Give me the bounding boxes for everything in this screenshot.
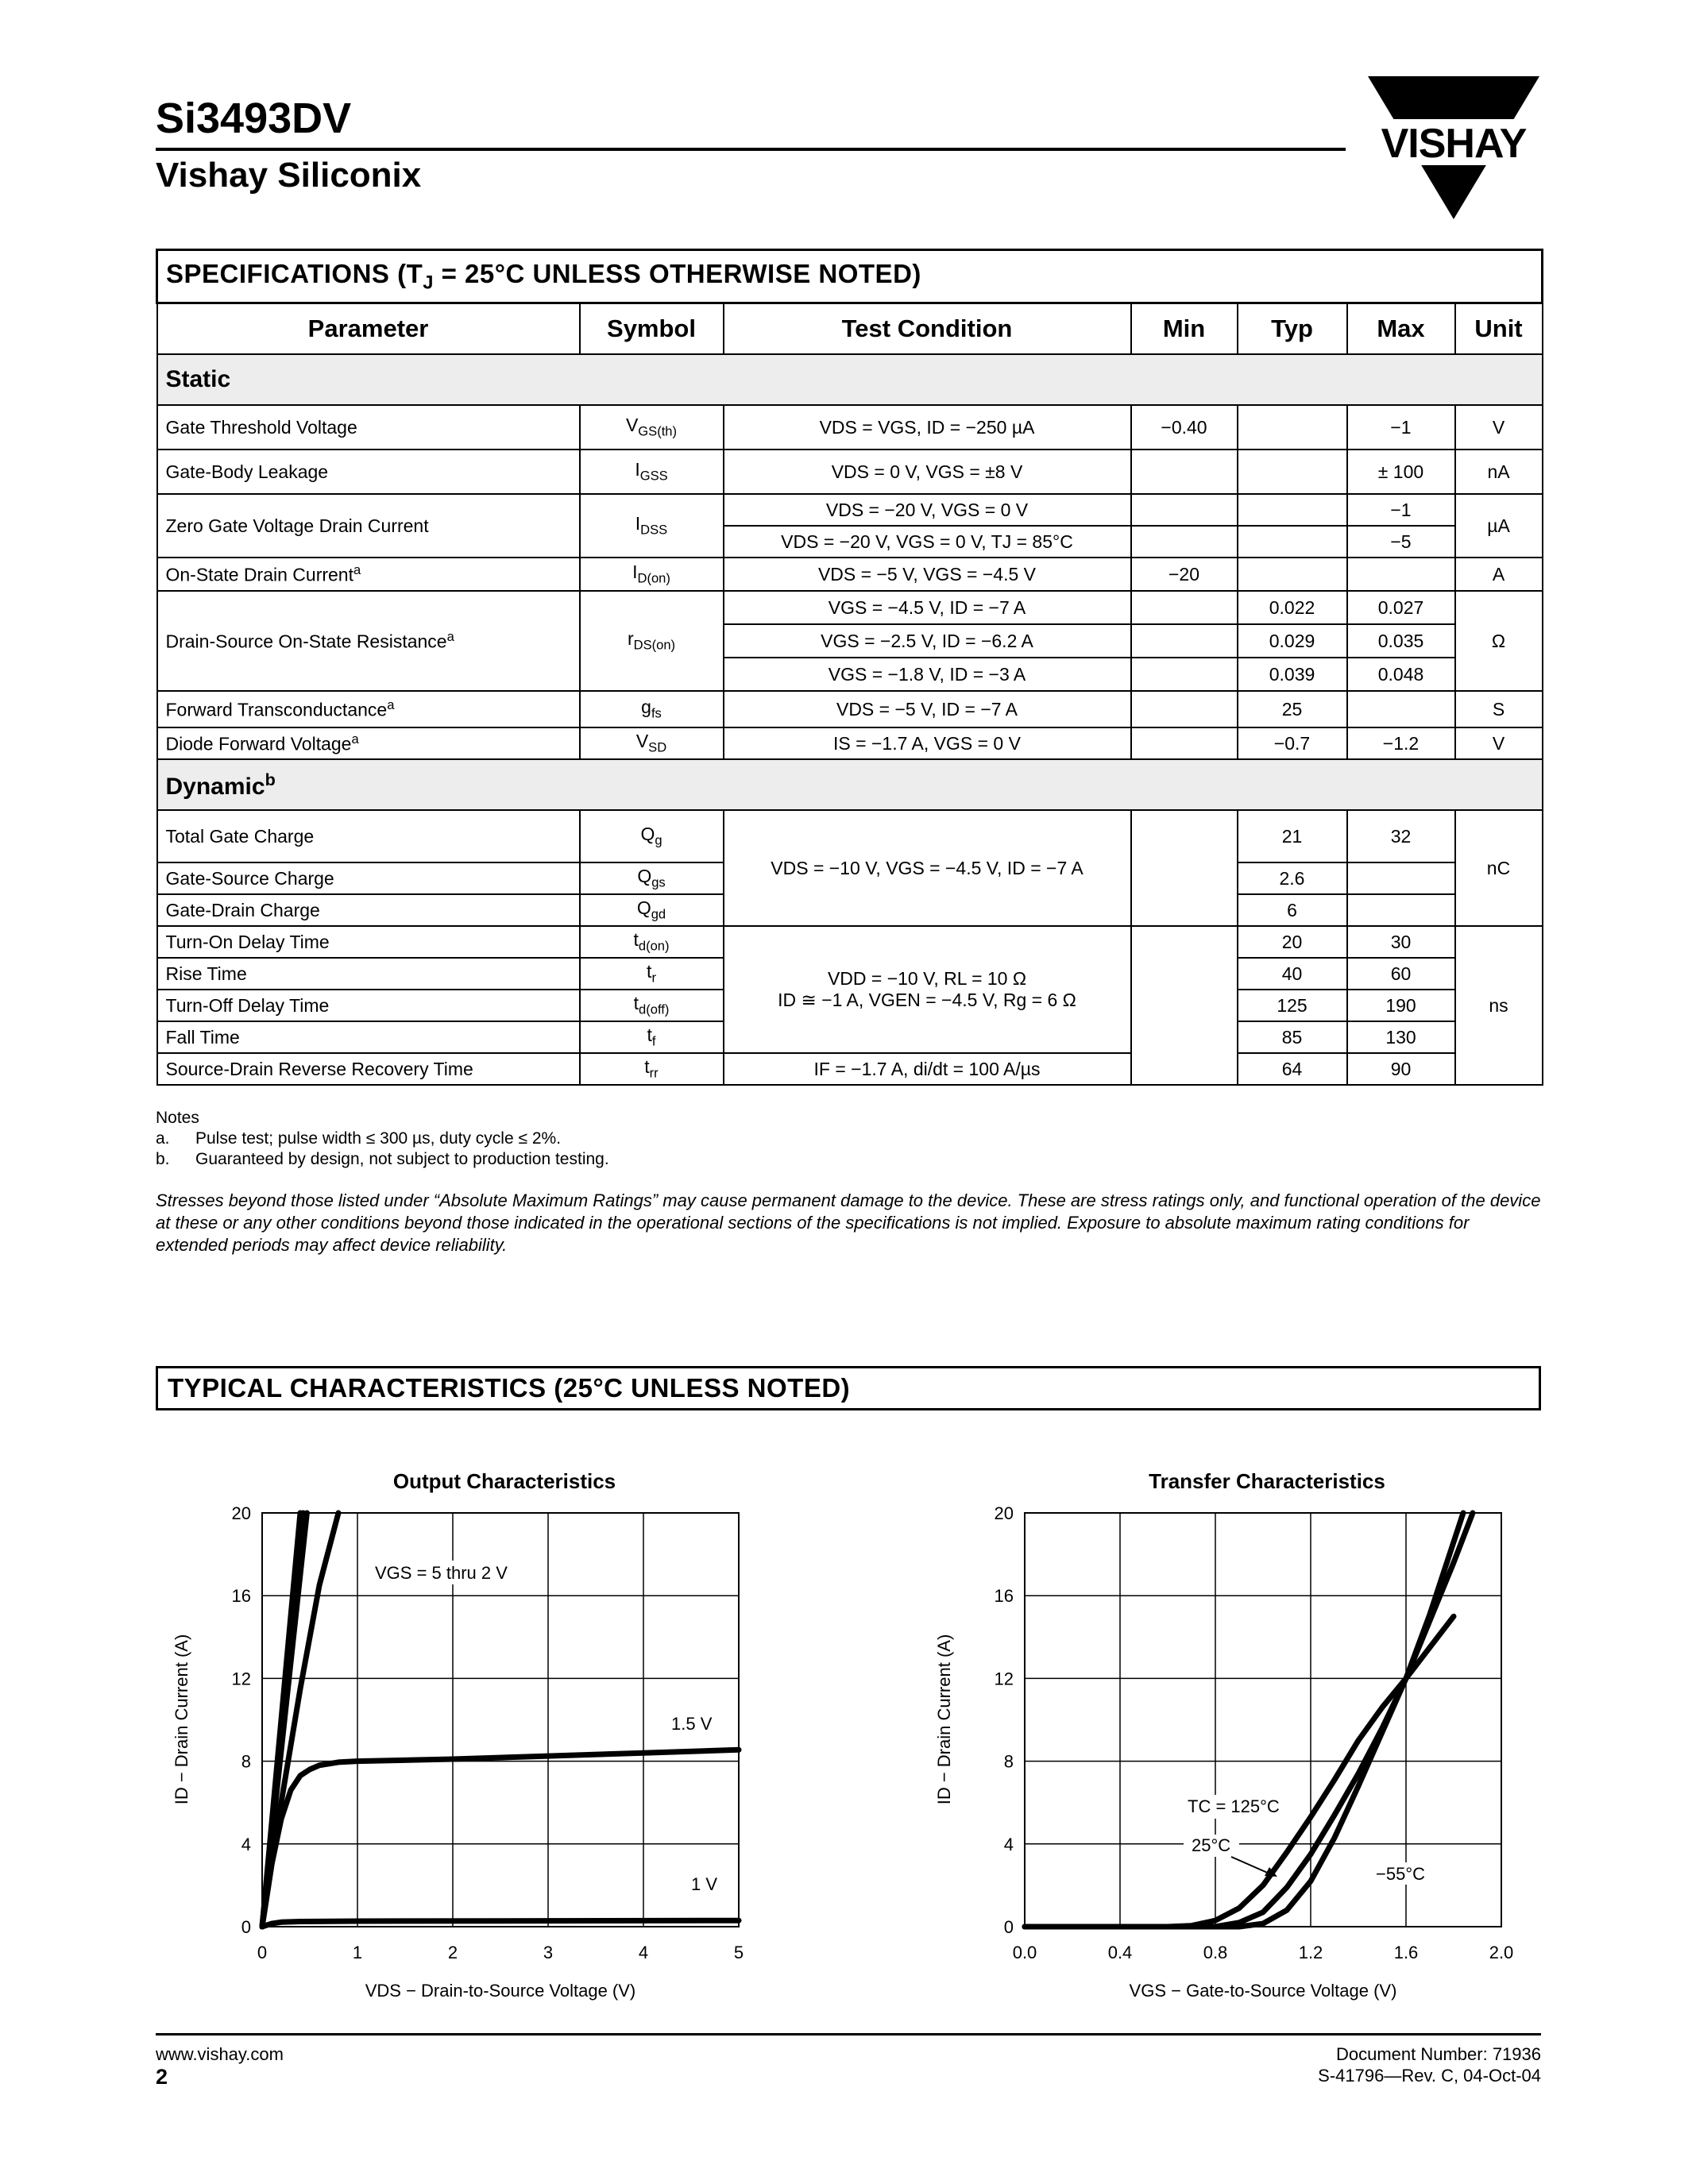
spec-title: SPECIFICATIONS ($T_J = 25^\circ C$ UNLESS OTHERWISE NOTED) — [157, 250, 1543, 303]
max-cell: −1 — [1347, 405, 1455, 450]
condition-cell: IS = −1.7 A, VGS = 0 V — [724, 727, 1131, 759]
section-static: Static — [157, 354, 1543, 405]
section-dynamic: Dynamic$^b$ — [157, 759, 1543, 810]
max-cell: 60 — [1347, 958, 1455, 990]
min-cell — [1131, 810, 1238, 926]
y-tick-label: 12 — [231, 1669, 251, 1689]
min-cell — [1131, 450, 1238, 494]
series-line-5 — [262, 1920, 739, 1927]
max-cell — [1347, 894, 1455, 926]
max-cell — [1347, 862, 1455, 894]
y-tick-label: 8 — [1003, 1751, 1014, 1772]
max-cell: 0.027 — [1347, 591, 1455, 624]
table-row — [157, 450, 1543, 494]
x-tick-label: 0.4 — [1107, 1943, 1133, 1962]
annotation-vgs-5-thru-2: VGS = 5 thru 2 V — [375, 1563, 508, 1583]
typ-cell: 40 — [1238, 958, 1347, 990]
condition-cell: VGS = −4.5 V, ID = −7 A — [724, 591, 1131, 624]
y-axis-label: ID − Drain Current (A) — [172, 1634, 191, 1805]
condition-cell: VGS = −2.5 V, ID = −6.2 A — [724, 624, 1131, 658]
max-cell: 90 — [1347, 1053, 1455, 1085]
param-cell: Diode Forward Voltage$^a$ — [157, 727, 580, 759]
max-cell: 32 — [1347, 810, 1455, 862]
max-cell: −5 — [1347, 526, 1455, 558]
unit-cell: µA — [1455, 494, 1543, 558]
symbol-cell: $Q_{gs}$ — [580, 862, 724, 894]
typ-cell: −0.7 — [1238, 727, 1347, 759]
max-cell: 0.035 — [1347, 624, 1455, 658]
table-row — [157, 494, 1543, 526]
footer-url[interactable]: www.vishay.com — [156, 2044, 284, 2064]
symbol-cell: $I_{D(on)}$ — [580, 558, 724, 591]
typ-cell: 125 — [1238, 990, 1347, 1021]
annotation-tc-125: TC = 125°C — [1188, 1796, 1280, 1816]
symbol-cell: $t_{rr}$ — [580, 1053, 724, 1085]
symbol-cell: $t_{d(off)}$ — [580, 990, 724, 1021]
annotation-1v: 1 V — [691, 1874, 718, 1894]
max-cell: 190 — [1347, 990, 1455, 1021]
typ-cell: 0.039 — [1238, 658, 1347, 691]
section-dynamic-row — [157, 759, 1543, 810]
table-row — [157, 727, 1543, 759]
col-header-symbol: Symbol — [580, 303, 724, 355]
col-header-typ: Typ — [1238, 303, 1347, 355]
logo-wordmark: VISHAY — [1381, 121, 1527, 167]
unit-cell: nC — [1455, 810, 1543, 926]
footer-rule — [156, 2033, 1541, 2035]
typ-cell — [1238, 526, 1347, 558]
max-cell: 30 — [1347, 926, 1455, 958]
symbol-cell: $t_r$ — [580, 958, 724, 990]
section-static-row — [157, 354, 1543, 405]
param-cell: Turn-Off Delay Time — [157, 990, 580, 1021]
min-cell — [1131, 691, 1238, 727]
min-cell — [1131, 624, 1238, 658]
condition-cell: VDD = −10 V, RL = 10 Ω ID ≅ −1 A, VGEN = −4.5 V, Rg = 6 Ω — [724, 926, 1131, 1053]
header-rule — [156, 148, 1346, 151]
y-tick-label: 4 — [241, 1834, 251, 1854]
typ-cell — [1238, 450, 1347, 494]
notes — [156, 1108, 609, 1170]
y-tick-label: 20 — [994, 1503, 1014, 1523]
typ-cell: 21 — [1238, 810, 1347, 862]
symbol-cell: $t_f$ — [580, 1021, 724, 1053]
typ-cell: 0.022 — [1238, 591, 1347, 624]
y-tick-label: 4 — [1003, 1834, 1014, 1854]
param-cell: Zero Gate Voltage Drain Current — [157, 494, 580, 558]
note-b: b. Guaranteed by design, not subject to production testing. — [156, 1150, 609, 1168]
col-header-max: Max — [1347, 303, 1455, 355]
col-header-parameter: Parameter — [157, 303, 580, 355]
note-a: a. Pulse test; pulse width ≤ 300 µs, duty cycle ≤ 2%. — [156, 1129, 562, 1148]
annotation-leader — [1231, 1857, 1271, 1874]
min-cell — [1131, 526, 1238, 558]
y-tick-label: 0 — [1003, 1917, 1014, 1937]
col-header-unit: Unit — [1455, 303, 1543, 355]
table-row — [157, 926, 1543, 958]
col-header-min: Min — [1131, 303, 1238, 355]
min-cell — [1131, 727, 1238, 759]
table-row — [157, 810, 1543, 862]
min-cell — [1131, 658, 1238, 691]
unit-cell: Ω — [1455, 591, 1543, 691]
x-tick-label: 1.6 — [1393, 1943, 1419, 1962]
min-cell — [1131, 494, 1238, 526]
unit-cell: ns — [1455, 926, 1543, 1085]
x-axis-label: VGS − Gate-to-Source Voltage (V) — [1129, 1981, 1397, 2001]
max-cell: 0.048 — [1347, 658, 1455, 691]
x-tick-label: 2.0 — [1489, 1943, 1514, 1962]
symbol-cell: $t_{d(on)}$ — [580, 926, 724, 958]
x-tick-label: 0.8 — [1203, 1943, 1228, 1962]
table-row — [157, 558, 1543, 591]
table-row — [157, 691, 1543, 727]
param-cell: Turn-On Delay Time — [157, 926, 580, 958]
spec-column-headers — [157, 303, 1543, 355]
typ-cell — [1238, 558, 1347, 591]
param-cell: Source-Drain Reverse Recovery Time — [157, 1053, 580, 1085]
param-cell: Gate Threshold Voltage — [157, 405, 580, 450]
x-tick-label: 0.0 — [1012, 1943, 1037, 1962]
y-tick-label: 0 — [241, 1917, 251, 1937]
x-tick-label: 1 — [352, 1943, 363, 1962]
table-row — [157, 405, 1543, 450]
unit-cell: V — [1455, 405, 1543, 450]
param-cell: Gate-Drain Charge — [157, 894, 580, 926]
notes-title: Notes — [156, 1109, 199, 1127]
symbol-cell: $r_{DS(on)}$ — [580, 591, 724, 691]
condition-cell: VDS = VGS, ID = −250 µA — [724, 405, 1131, 450]
min-cell — [1131, 591, 1238, 624]
param-cell: Total Gate Charge — [157, 810, 580, 862]
condition-cell: VDS = 0 V, VGS = ±8 V — [724, 450, 1131, 494]
symbol-cell: $V_{SD}$ — [580, 727, 724, 759]
typ-cell: 25 — [1238, 691, 1347, 727]
x-tick-label: 2 — [447, 1943, 458, 1962]
min-cell: −20 — [1131, 558, 1238, 591]
chart-title: Transfer Characteristics — [1149, 1469, 1385, 1493]
param-cell: Rise Time — [157, 958, 580, 990]
x-tick-label: 4 — [638, 1943, 649, 1962]
typ-cell: 6 — [1238, 894, 1347, 926]
param-cell: Fall Time — [157, 1021, 580, 1053]
unit-cell: S — [1455, 691, 1543, 727]
max-cell: 130 — [1347, 1021, 1455, 1053]
disclaimer: Stresses beyond those listed under “Absolute Maximum Ratings” may cause permanent damage to the device. These are stress ratings only, and functional operation of the device at these or any other conditions beyond those indicated in the operational sections of the specifications is not implied. Exposure to absolute maximum rating conditions for extended periods may affect device reliability. — [156, 1190, 1541, 1255]
col-header-test-condition: Test Condition — [724, 303, 1131, 355]
condition-cell: IF = −1.7 A, di/dt = 100 A/µs — [724, 1053, 1131, 1085]
max-cell — [1347, 691, 1455, 727]
condition-cell: VDS = −20 V, VGS = 0 V — [724, 494, 1131, 526]
typical-characteristics-title: TYPICAL CHARACTERISTICS (25°C UNLESS NOTED) — [156, 1366, 1541, 1410]
typ-cell: 2.6 — [1238, 862, 1347, 894]
annotation-1-5v: 1.5 V — [671, 1714, 713, 1734]
part-number: Si3493DV — [156, 95, 352, 142]
table-row — [157, 1053, 1543, 1085]
y-tick-label: 20 — [231, 1503, 251, 1523]
max-cell: −1.2 — [1347, 727, 1455, 759]
annotation-minus-55c: −55°C — [1376, 1864, 1426, 1884]
y-tick-label: 16 — [994, 1586, 1014, 1607]
typ-cell: 64 — [1238, 1053, 1347, 1085]
symbol-cell: $V_{GS(th)}$ — [580, 405, 724, 450]
typ-cell: 0.029 — [1238, 624, 1347, 658]
x-tick-label: 0 — [257, 1943, 268, 1962]
spec-title-row — [157, 250, 1543, 303]
unit-cell: V — [1455, 727, 1543, 759]
min-cell — [1131, 926, 1238, 1085]
chart-title: Output Characteristics — [392, 1469, 616, 1493]
condition-cell: VDS = −5 V, VGS = −4.5 V — [724, 558, 1131, 591]
x-tick-label: 1.2 — [1298, 1943, 1323, 1962]
annotation-25c: 25°C — [1192, 1835, 1231, 1855]
param-cell: Gate-Source Charge — [157, 862, 580, 894]
x-tick-label: 3 — [543, 1943, 554, 1962]
y-tick-label: 12 — [994, 1669, 1014, 1689]
y-tick-label: 8 — [241, 1751, 251, 1772]
max-cell: ± 100 — [1347, 450, 1455, 494]
symbol-cell: $Q_{gd}$ — [580, 894, 724, 926]
document-number: Document Number: 71936 — [1335, 2044, 1541, 2064]
y-tick-label: 16 — [231, 1586, 251, 1607]
page-number: 2 — [156, 2065, 168, 2089]
param-cell: Drain-Source On-State Resistance$^a$ — [157, 591, 580, 691]
output-characteristics-chart — [159, 1461, 778, 2017]
condition-cell: VGS = −1.8 V, ID = −3 A — [724, 658, 1131, 691]
document-revision: S-41796—Rev. C, 04-Oct-04 — [1318, 2066, 1541, 2086]
manufacturer-name: Vishay Siliconix — [156, 156, 422, 195]
transfer-characteristics-chart — [921, 1461, 1541, 2017]
x-tick-label: 5 — [733, 1943, 744, 1962]
param-cell: On-State Drain Current$^a$ — [157, 558, 580, 591]
max-cell: −1 — [1347, 494, 1455, 526]
symbol-cell: $Q_g$ — [580, 810, 724, 862]
condition-cell: VDS = −5 V, ID = −7 A — [724, 691, 1131, 727]
param-cell: Gate-Body Leakage — [157, 450, 580, 494]
x-axis-label: VDS − Drain-to-Source Voltage (V) — [365, 1981, 636, 2001]
typ-cell — [1238, 494, 1347, 526]
max-cell — [1347, 558, 1455, 591]
y-axis-label: ID − Drain Current (A) — [934, 1634, 954, 1805]
typ-cell: 20 — [1238, 926, 1347, 958]
min-cell: −0.40 — [1131, 405, 1238, 450]
vishay-logo — [1368, 76, 1539, 219]
symbol-cell: $I_{GSS}$ — [580, 450, 724, 494]
unit-cell: nA — [1455, 450, 1543, 494]
condition-cell: VDS = −20 V, VGS = 0 V, TJ = 85°C — [724, 526, 1131, 558]
unit-cell: A — [1455, 558, 1543, 591]
typ-cell: 85 — [1238, 1021, 1347, 1053]
param-cell: Forward Transconductance$^a$ — [157, 691, 580, 727]
symbol-cell: $g_{fs}$ — [580, 691, 724, 727]
specifications-table — [156, 249, 1543, 1086]
typ-cell — [1238, 405, 1347, 450]
table-row — [157, 591, 1543, 624]
condition-cell: VDS = −10 V, VGS = −4.5 V, ID = −7 A — [724, 810, 1131, 926]
symbol-cell: $I_{DSS}$ — [580, 494, 724, 558]
